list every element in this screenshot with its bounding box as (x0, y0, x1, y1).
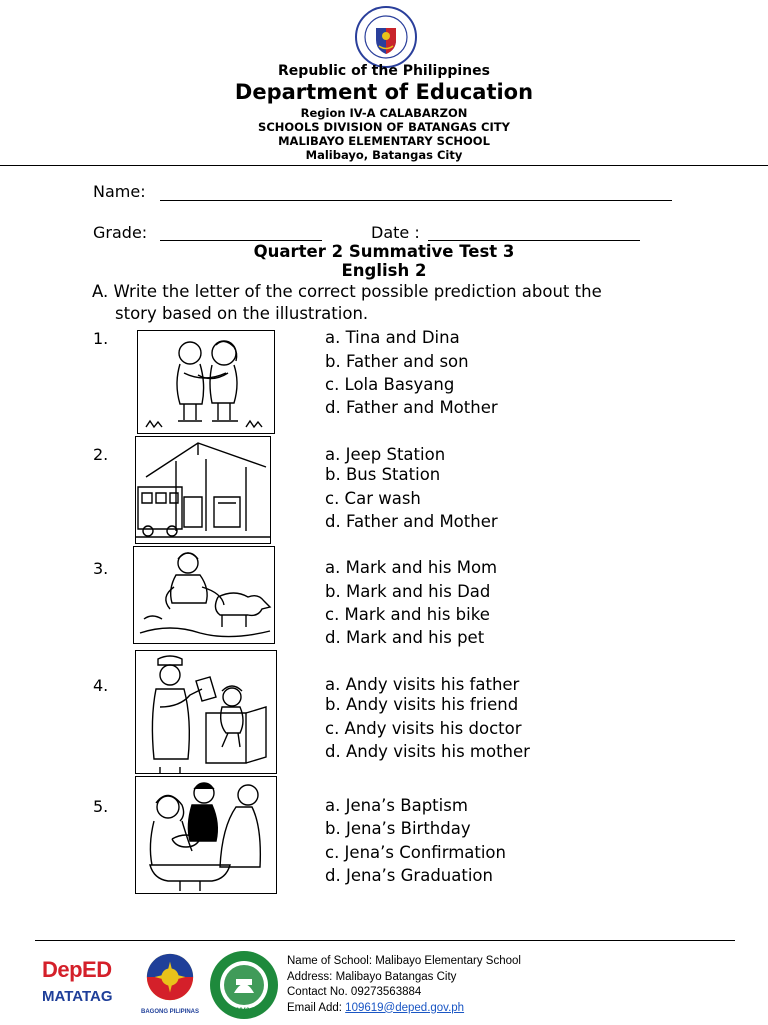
q3-option-b[interactable]: b. Mark and his Dad (325, 582, 491, 601)
illustration-bus-station (135, 436, 271, 544)
test-title: Quarter 2 Summative Test 3 (253, 242, 515, 261)
division-line: SCHOOLS DIVISION OF BATANGAS CITY (258, 120, 510, 134)
q4-option-b[interactable]: b. Andy visits his friend (325, 695, 519, 714)
q4-option-c[interactable]: c. Andy visits his doctor (325, 719, 522, 738)
location-line: Malibayo, Batangas City (305, 148, 463, 162)
footer-email-line (287, 1001, 521, 1017)
q3-option-c[interactable]: c. Mark and his bike (325, 605, 490, 624)
q1-option-b[interactable]: b. Father and son (325, 352, 469, 371)
q4-option-a[interactable]: a. Andy visits his father (325, 675, 520, 694)
matatag-text: MATATAG (42, 988, 113, 1005)
department-title: Department of Education (234, 80, 534, 104)
q1-option-a[interactable]: a. Tina and Dina (325, 328, 460, 347)
name-blank[interactable] (160, 200, 672, 201)
q5-option-d[interactable]: d. Jena’s Graduation (325, 866, 493, 885)
illustration-boy-with-dog (133, 546, 275, 644)
subject-title: English 2 (341, 261, 427, 280)
question-number-3: 3. (93, 559, 109, 578)
q2-option-b[interactable]: b. Bus Station (325, 465, 441, 484)
question-number-2: 2. (93, 445, 109, 464)
q2-option-c[interactable]: c. Car wash (325, 489, 421, 508)
illustration-nurse-with-boy (135, 650, 277, 774)
date-blank[interactable] (428, 240, 640, 241)
question-number-4: 4. (93, 676, 109, 695)
q5-option-b[interactable]: b. Jena’s Birthday (325, 819, 471, 838)
q4-option-d[interactable]: d. Andy visits his mother (325, 742, 530, 761)
deped-matatag-logo (42, 957, 124, 1015)
q3-option-d[interactable]: d. Mark and his pet (325, 628, 485, 647)
footer-school-name: Name of School: Malibayo Elementary School (287, 955, 521, 967)
footer-address: Address: Malibayo Batangas City (287, 970, 457, 983)
grade-blank[interactable] (160, 240, 322, 241)
q2-option-a[interactable]: a. Jeep Station (325, 445, 446, 464)
footer-contact-block (287, 954, 521, 1016)
school-seal-year: 1946 (236, 1008, 250, 1014)
q1-option-d[interactable]: d. Father and Mother (325, 398, 498, 417)
header-divider (0, 165, 768, 166)
q5-option-c[interactable]: c. Jena’s Confirmation (325, 843, 506, 862)
footer-contact: Contact No. 09273563884 (287, 986, 422, 998)
republic-heading: Republic of the Philippines (278, 63, 490, 79)
q3-option-a[interactable]: a. Mark and his Mom (325, 558, 498, 577)
school-line: MALIBAYO ELEMENTARY SCHOOL (278, 134, 490, 148)
q2-option-d[interactable]: d. Father and Mother (325, 512, 498, 531)
instructions (92, 281, 672, 325)
grade-label: Grade: (93, 223, 148, 242)
question-number-5: 5. (93, 797, 109, 816)
q1-option-c[interactable]: c. Lola Basyang (325, 375, 455, 394)
deped-logo-text: DepED (42, 957, 112, 982)
instruction-line-2: story based on the illustration. (115, 304, 369, 323)
illustration-baptism-scene (135, 776, 277, 894)
question-number-1: 1. (93, 329, 109, 348)
illustration-children-hugging (137, 330, 275, 434)
q5-option-a[interactable]: a. Jena’s Baptism (325, 796, 468, 815)
footer-email-link[interactable]: 109619@deped.gov.ph (345, 1001, 465, 1014)
name-label: Name: (93, 182, 146, 201)
instruction-line-1: A. Write the letter of the correct possible prediction about the (92, 282, 602, 301)
deped-seal (355, 6, 417, 68)
bagong-pilipinas-text: BAGONG PILIPINAS (140, 1009, 199, 1015)
footer-divider (35, 940, 735, 941)
region-line: Region IV-A CALABARZON (300, 106, 468, 120)
date-label: Date : (371, 223, 420, 242)
bagong-pilipinas-logo (134, 952, 206, 1016)
footer-email-label: Email Add: (287, 1001, 346, 1014)
